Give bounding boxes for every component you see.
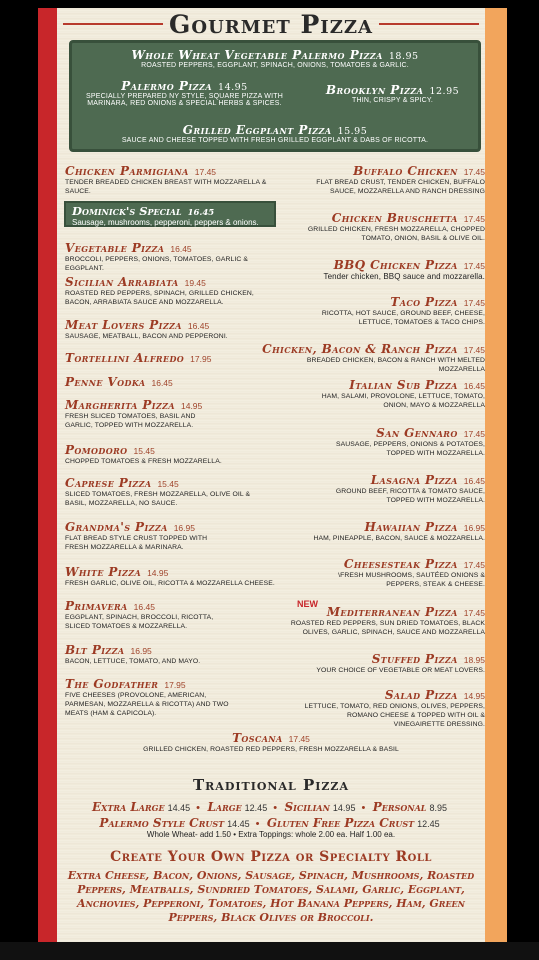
menu-item-price: 17.45	[194, 167, 217, 177]
crust-price: 14.45	[227, 819, 250, 829]
menu-item-title: Meat Lovers Pizza	[65, 318, 182, 332]
menu-item-price: 17.45	[288, 734, 310, 744]
size-price: 8.95	[429, 803, 447, 813]
menu-item-title: Tortellini Alfredo	[65, 351, 185, 365]
menu-item-price: 14.95	[463, 691, 485, 701]
menu-item-title: Mediterranean Pizza	[326, 605, 458, 619]
menu-item-title: Margherita Pizza	[65, 398, 175, 412]
featured-item-price: 18.95	[388, 51, 419, 62]
menu-item-price: 16.95	[173, 523, 195, 533]
menu-item-name	[65, 599, 225, 613]
menu-item	[300, 295, 485, 327]
crust-price: 12.45	[417, 819, 440, 829]
menu-item-desc: Tender chicken, BBQ sauce and mozzarella.	[323, 272, 485, 281]
page-title: Gourmet Pizza	[169, 9, 373, 39]
menu-item	[65, 398, 225, 430]
menu-item	[65, 677, 245, 718]
menu-item-title: Stuffed Pizza	[371, 652, 458, 666]
menu-item	[65, 520, 215, 552]
menu-item-price: 17.45	[463, 560, 485, 570]
size-price: 14.95	[332, 803, 356, 813]
menu-item-name	[65, 398, 225, 412]
featured-item-desc: ROASTED PEPPERS, EGGPLANT, SPINACH, ONIONS, TOMATOES & GARLIC.	[141, 62, 409, 69]
menu-item	[300, 520, 485, 543]
menu-item	[65, 275, 275, 307]
menu-item	[310, 652, 485, 675]
menu-item-name	[65, 241, 280, 255]
bottom-band	[0, 942, 539, 960]
menu-item-price: 17.45	[463, 429, 485, 439]
menu-item-price: 16.45	[170, 244, 192, 254]
menu-item-title: Pomodoro	[65, 443, 128, 457]
size-price: 14.45	[167, 803, 191, 813]
featured-item-title: Grilled Eggplant Pizza	[182, 123, 332, 137]
menu-item-name	[65, 520, 215, 534]
menu-item-name	[65, 275, 275, 289]
size-name: Sicilian	[284, 800, 330, 814]
featured-item-desc: SPECIALLY PREPARED NY STYLE, SQUARE PIZZA WITH MARINARA, RED ONIONS & SPECIAL HERBS & SPICES.	[86, 93, 283, 107]
featured-item-title: Palermo Pizza	[121, 79, 213, 93]
menu-item-title: BBQ Chicken Pizza	[333, 258, 458, 272]
featured-item-desc: SAUCE AND CHEESE TOPPED WITH FRESH GRILLED EGGPLANT & DABS OF RICOTTA.	[121, 137, 429, 144]
menu-item-desc: GROUND BEEF, RICOTTA & TOMATO SAUCE, TOPPED WITH MOZZARELLA.	[335, 488, 485, 504]
menu-item-name	[310, 652, 485, 666]
featured-item-name	[72, 123, 478, 137]
menu-item	[290, 605, 485, 637]
menu-item-price: 16.45	[187, 321, 210, 331]
featured-item-title: Whole Wheat Vegetable Palermo Pizza	[131, 48, 383, 62]
menu-item-name	[295, 164, 485, 178]
menu-item-price: 16.95	[130, 646, 152, 656]
special-title: Dominick's Special	[72, 204, 182, 218]
featured-item-price: 12.95	[429, 86, 460, 97]
menu-item-price: 17.45	[463, 214, 485, 224]
menu-item-price: 16.45	[463, 381, 485, 391]
menu-item-price: 15.45	[157, 479, 179, 489]
menu-item-name	[300, 520, 485, 534]
featured-item	[82, 79, 287, 107]
menu-item-price: 17.45	[463, 261, 485, 271]
menu-item	[295, 211, 485, 243]
create-title: Create Your Own Pizza or Specialty Roll	[110, 849, 432, 865]
menu-item-price: 17.45	[463, 345, 485, 355]
menu-item-desc: CHOPPED TOMATOES & FRESH MOZZARELLA.	[65, 458, 222, 465]
menu-item-desc: BROCCOLI, PEPPERS, ONIONS, TOMATOES, GARLIC & EGGPLANT.	[65, 256, 249, 272]
menu-item-name	[310, 473, 485, 487]
menu-item-name	[300, 378, 485, 392]
menu-item-title: The Godfather	[65, 677, 159, 691]
size-price: 12.45	[244, 803, 268, 813]
menu-item-desc: FLAT BREAD CRUST, TENDER CHICKEN, BUFFALO SAUCE, MOZZARELLA AND RANCH DRESSING	[316, 179, 485, 195]
title-row	[57, 10, 485, 38]
menu-item-desc: FRESH GARLIC, OLIVE OIL, RICOTTA & MOZZARELLA CHEESE.	[65, 580, 275, 587]
menu-item	[65, 241, 280, 273]
menu-item-name	[300, 295, 485, 309]
featured-box	[69, 40, 481, 152]
menu-item-price: 14.95	[180, 401, 203, 411]
menu-item	[295, 688, 485, 729]
menu-item-name	[262, 342, 485, 356]
extras-line: Whole Wheat- add 1.50 • Extra Toppings: whole 2.00 ea. Half 1.00 ea.	[146, 830, 396, 839]
menu-item-price: 17.45	[463, 167, 485, 177]
orange-border-strip	[485, 8, 507, 942]
menu-item-desc: FRESH SLICED TOMATOES, BASIL AND GARLIC, TOPPED WITH MOZZARELLA.	[65, 413, 196, 429]
menu-item-name	[65, 476, 270, 490]
menu-item-price: 17.95	[190, 354, 212, 364]
menu-item-desc: YOUR CHOICE OF VEGETABLE OR MEAT LOVERS.	[316, 667, 485, 674]
menu-item	[65, 565, 280, 588]
menu-item-title: Grandma's Pizza	[65, 520, 168, 534]
featured-item	[310, 83, 475, 104]
menu-item-name	[285, 258, 485, 272]
menu-item-title: Caprese Pizza	[65, 476, 152, 490]
menu-item-price: 16.45	[133, 602, 155, 612]
menu-item-desc: FLAT BREAD STYLE CRUST TOPPED WITH FRESH MOZZARELLA & MARINARA.	[65, 535, 208, 551]
menu-item-desc: \FRESH MUSHROOMS, SAUTÉED ONIONS & PEPPERS, STEAK & CHEESE.	[338, 572, 485, 588]
menu-item-title: Hawaiian Pizza	[364, 520, 458, 534]
menu-item	[65, 351, 280, 365]
menu-item-name	[295, 688, 485, 702]
menu-item-price: 17.45	[463, 608, 485, 618]
red-border-strip	[38, 8, 57, 942]
menu-item-title: San Gennaro	[376, 426, 458, 440]
featured-item	[72, 123, 478, 144]
menu-item-title: Italian Sub Pizza	[349, 378, 458, 392]
featured-item-name	[82, 79, 287, 93]
create-desc: Extra Cheese, Bacon, Onions, Sausage, Spinach, Mushrooms, Roasted Peppers, Meatballs, Sundried Tomatoes, Salami, Garlic, Eggplant, Anchovies, Pepperoni, Tomatoes, Hot Banana Peppers, Ham, Green Peppers, Black Olives or Broccoli.	[67, 869, 475, 924]
menu-item	[65, 643, 280, 666]
menu-item-name	[310, 557, 485, 571]
menu-item-name	[57, 731, 485, 745]
featured-item-title: Brooklyn Pizza	[325, 83, 424, 97]
size-name: Extra Large	[92, 800, 165, 814]
menu-item	[65, 318, 280, 341]
menu-item-desc: BREADED CHICKEN, BACON & RANCH WITH MELTED MOZZARELLA	[306, 357, 485, 373]
special-name	[72, 204, 268, 218]
size-name: Large	[207, 800, 242, 814]
special-price: 16.45	[187, 208, 215, 218]
menu-item-title: Chicken Bruschetta	[331, 211, 458, 225]
menu-item-price: 18.95	[463, 655, 485, 665]
bullet-icon: •	[273, 802, 278, 814]
menu-item-desc: HAM, PINEAPPLE, BACON, SAUCE & MOZZARELLA.	[313, 535, 485, 542]
menu-item-title: Vegetable Pizza	[65, 241, 165, 255]
menu-item-name	[65, 643, 280, 657]
menu-item-desc: TENDER BREADED CHICKEN BREAST WITH MOZZARELLA & SAUCE.	[65, 179, 267, 195]
menu-item-title: Buffalo Chicken	[353, 164, 458, 178]
featured-item-price: 15.95	[337, 126, 368, 137]
size-name: Personal	[372, 800, 427, 814]
featured-item-price: 14.95	[218, 82, 248, 93]
menu-item-price: 14.95	[147, 568, 169, 578]
menu-item-desc: LETTUCE, TOMATO, RED ONIONS, OLIVES, PEPPERS, ROMANO CHEESE & TOPPED WITH OIL & VINEGAIRETTE DRESSING.	[304, 703, 485, 728]
menu-item-desc: SLICED TOMATOES, FRESH MOZZARELLA, OLIVE OIL & BASIL, MOZZARELLA, NO SAUCE.	[65, 491, 251, 507]
menu-item-desc: SAUSAGE, MEATBALL, BACON AND PEPPERONI.	[65, 333, 228, 340]
menu-item-desc: GRILLED CHICKEN, FRESH MOZZARELLA, CHOPPED TOMATO, ONION, BASIL & OLIVE OIL.	[307, 226, 485, 242]
menu-item-name	[65, 351, 280, 365]
menu-item	[300, 378, 485, 410]
menu-item-name	[65, 375, 280, 389]
traditional-title: Traditional Pizza	[192, 776, 349, 794]
menu-item-name	[295, 211, 485, 225]
crust-name: Gluten Free Pizza Crust	[266, 816, 415, 830]
menu-item-name	[65, 443, 280, 457]
menu-item-title: White Pizza	[65, 565, 142, 579]
menu-item-name	[65, 164, 280, 178]
menu-item-desc: GRILLED CHICKEN, ROASTED RED PEPPERS, FRESH MOZZARELLA & BASIL	[143, 746, 399, 753]
menu-item-title: Sicilian Arrabiata	[65, 275, 179, 289]
menu-item-desc: BACON, LETTUCE, TOMATO, AND MAYO.	[65, 658, 201, 665]
menu-item	[65, 476, 270, 508]
menu-item-desc: EGGPLANT, SPINACH, BROCCOLI, RICOTTA, SLICED TOMATOES & MOZZARELLA.	[65, 614, 214, 630]
menu-item-desc: RICOTTA, HOT SAUCE, GROUND BEEF, CHEESE, LETTUCE, TOMATOES & TACO CHIPS.	[321, 310, 485, 326]
menu-item	[310, 426, 485, 458]
menu-item-price: 17.95	[164, 680, 186, 690]
featured-item-name	[72, 48, 478, 62]
menu-item	[262, 342, 485, 374]
menu-item-title: Penne Vodka	[65, 375, 146, 389]
menu-item	[57, 731, 485, 754]
featured-item	[72, 48, 478, 69]
bullet-icon: •	[255, 818, 260, 830]
menu-item-name	[65, 677, 245, 691]
menu-item	[65, 164, 280, 196]
menu-item-price: 16.45	[463, 476, 485, 486]
menu-item-desc: HAM, SALAMI, PROVOLONE, LETTUCE, TOMATO, ONION, MAYO & MOZZARELLA	[321, 393, 485, 409]
menu-item	[65, 375, 280, 389]
menu-item-price: 17.45	[463, 298, 485, 308]
menu-item	[65, 443, 280, 466]
menu-item-desc: FIVE CHEESES (PROVOLONE, AMERICAN, PARMESAN, MOZZARELLA & RICOTTA) AND TWO MEATS (HAM & CAPICOLA).	[65, 692, 229, 717]
special-desc: Sausage, mushrooms, pepperoni, peppers & onions.	[72, 218, 259, 227]
menu-item-price: 15.45	[133, 446, 155, 456]
menu-item	[310, 473, 485, 505]
menu-item-name	[310, 426, 485, 440]
menu-item-name	[65, 565, 280, 579]
title-divider-right	[379, 23, 479, 25]
menu-item-price: 16.45	[151, 378, 173, 388]
menu-item	[310, 557, 485, 589]
menu-item-desc: ROASTED RED PEPPERS, SPINACH, GRILLED CHICKEN, BACON, ARRABIATA SAUCE AND MOZZARELLA.	[65, 290, 254, 306]
new-badge: NEW	[297, 599, 318, 609]
menu-item	[285, 258, 485, 281]
menu-item-title: Cheesesteak Pizza	[343, 557, 458, 571]
bullet-icon: •	[361, 802, 366, 814]
crust-name: Palermo Style Crust	[99, 816, 225, 830]
featured-item-desc: THIN, CRISPY & SPICY.	[352, 97, 433, 104]
menu-item-title: Chicken, Bacon & Ranch Pizza	[262, 342, 458, 356]
menu-item-name	[290, 605, 485, 619]
menu-item-title: Taco Pizza	[390, 295, 458, 309]
menu-item-title: Toscana	[232, 731, 283, 745]
menu-item-desc: SAUSAGE, PEPPERS, ONIONS & POTATOES, TOPPED WITH MOZZARELLA.	[335, 441, 485, 457]
special-box	[64, 201, 276, 227]
menu-item-title: Lasagna Pizza	[370, 473, 458, 487]
menu-item-name	[65, 318, 280, 332]
menu-item-title: Primavera	[65, 599, 128, 613]
menu-item-price: 16.95	[463, 523, 485, 533]
menu-item-price: 19.45	[184, 278, 206, 288]
title-divider-left	[63, 23, 163, 25]
menu-item-title: Chicken Parmigiana	[65, 164, 189, 178]
featured-item-name	[310, 83, 475, 97]
menu-item-desc: ROASTED RED PEPPERS, SUN DRIED TOMATOES, BLACK OLIVES, GARLIC, SPINACH, SAUCE AND MOZZARELLA	[290, 620, 485, 636]
bullet-icon: •	[196, 802, 200, 814]
menu-item-title: Salad Pizza	[384, 688, 458, 702]
top-band	[0, 0, 539, 8]
menu-item	[65, 599, 225, 631]
menu-item	[295, 164, 485, 196]
menu-item-title: Blt Pizza	[65, 643, 125, 657]
